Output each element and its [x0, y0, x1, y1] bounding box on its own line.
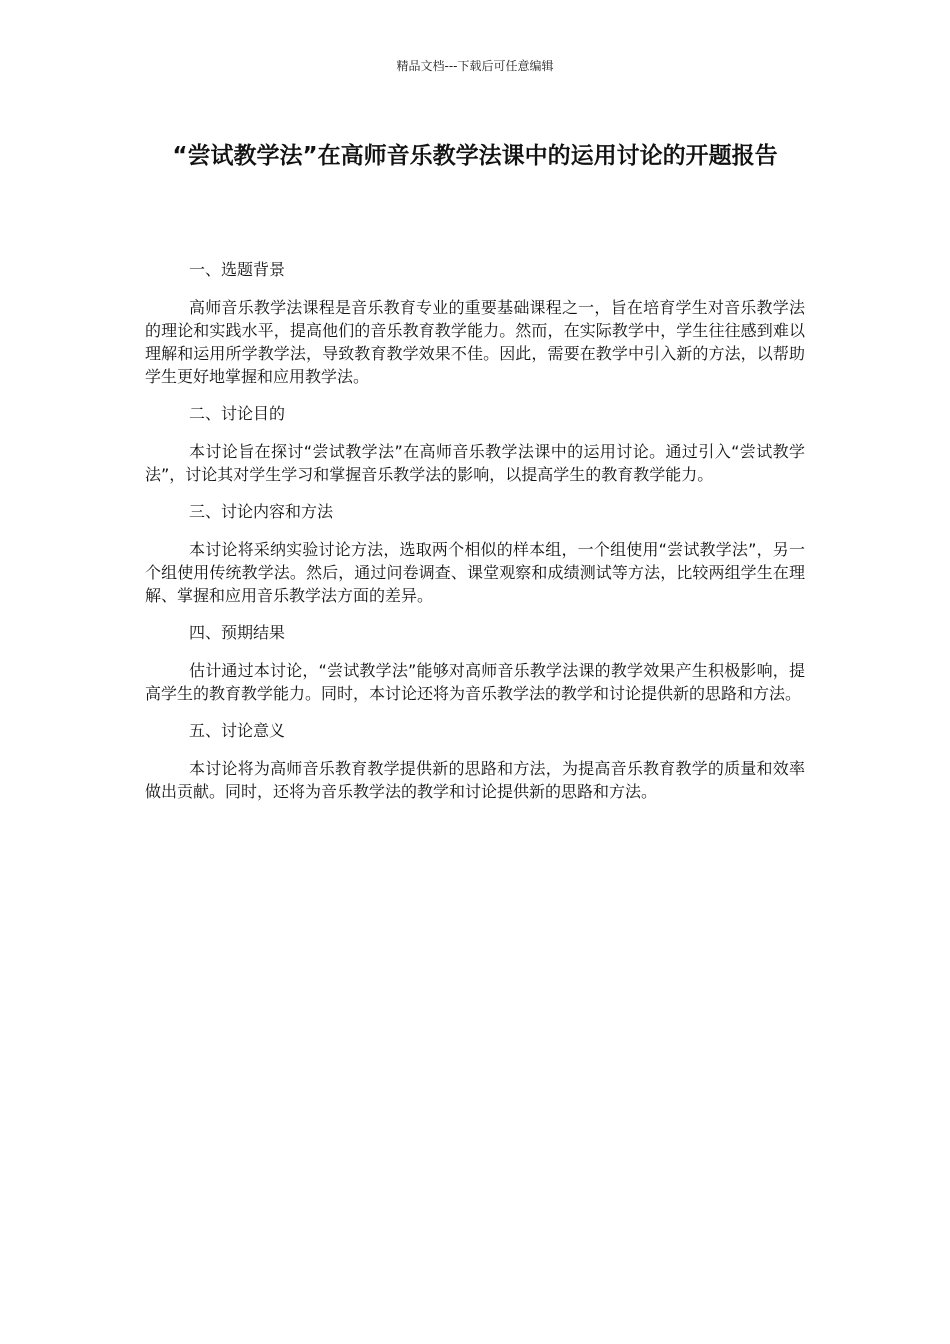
section-purpose	[145, 402, 805, 486]
section-significance	[145, 719, 805, 803]
document-body	[145, 258, 805, 817]
section-paragraph: 本讨论旨在探讨“尝试教学法”在高师音乐教学法课中的运用讨论。通过引入“尝试教学法”，讨论其对学生学习和掌握音乐教学法的影响，以提高学生的教育教学能力。	[145, 442, 805, 484]
header-note: 精品文档---下载后可任意编辑	[396, 59, 554, 73]
section-content-method	[145, 500, 805, 607]
section-paragraph: 本讨论将采纳实验讨论方法，选取两个相似的样本组，一个组使用“尝试教学法”，另一个组使用传统教学法。然后，通过问卷调查、课堂观察和成绩测试等方法，比较两组学生在理解、掌握和应用音乐教学法方面的差异。	[145, 540, 805, 605]
section-heading: 二、讨论目的	[189, 404, 286, 423]
document-title: “尝试教学法”在高师音乐教学法课中的运用讨论的开题报告	[172, 143, 778, 169]
section-heading: 五、讨论意义	[189, 721, 286, 740]
section-expected-results	[145, 621, 805, 705]
section-heading: 三、讨论内容和方法	[189, 502, 334, 521]
section-background	[145, 258, 805, 388]
section-paragraph: 高师音乐教学法课程是音乐教育专业的重要基础课程之一，旨在培育学生对音乐教学法的理论和实践水平，提高他们的音乐教育教学能力。然而，在实际教学中，学生往往感到难以理解和运用所学教学法，导致教育教学效果不佳。因此，需要在教学中引入新的方法，以帮助学生更好地掌握和应用教学法。	[145, 298, 805, 386]
section-paragraph: 本讨论将为高师音乐教育教学提供新的思路和方法，为提高音乐教育教学的质量和效率做出贡献。同时，还将为音乐教学法的教学和讨论提供新的思路和方法。	[145, 759, 805, 801]
section-heading: 四、预期结果	[189, 623, 286, 642]
section-heading: 一、选题背景	[189, 260, 286, 279]
section-paragraph: 估计通过本讨论，“尝试教学法”能够对高师音乐教学法课的教学效果产生积极影响，提高学生的教育教学能力。同时，本讨论还将为音乐教学法的教学和讨论提供新的思路和方法。	[145, 661, 805, 703]
